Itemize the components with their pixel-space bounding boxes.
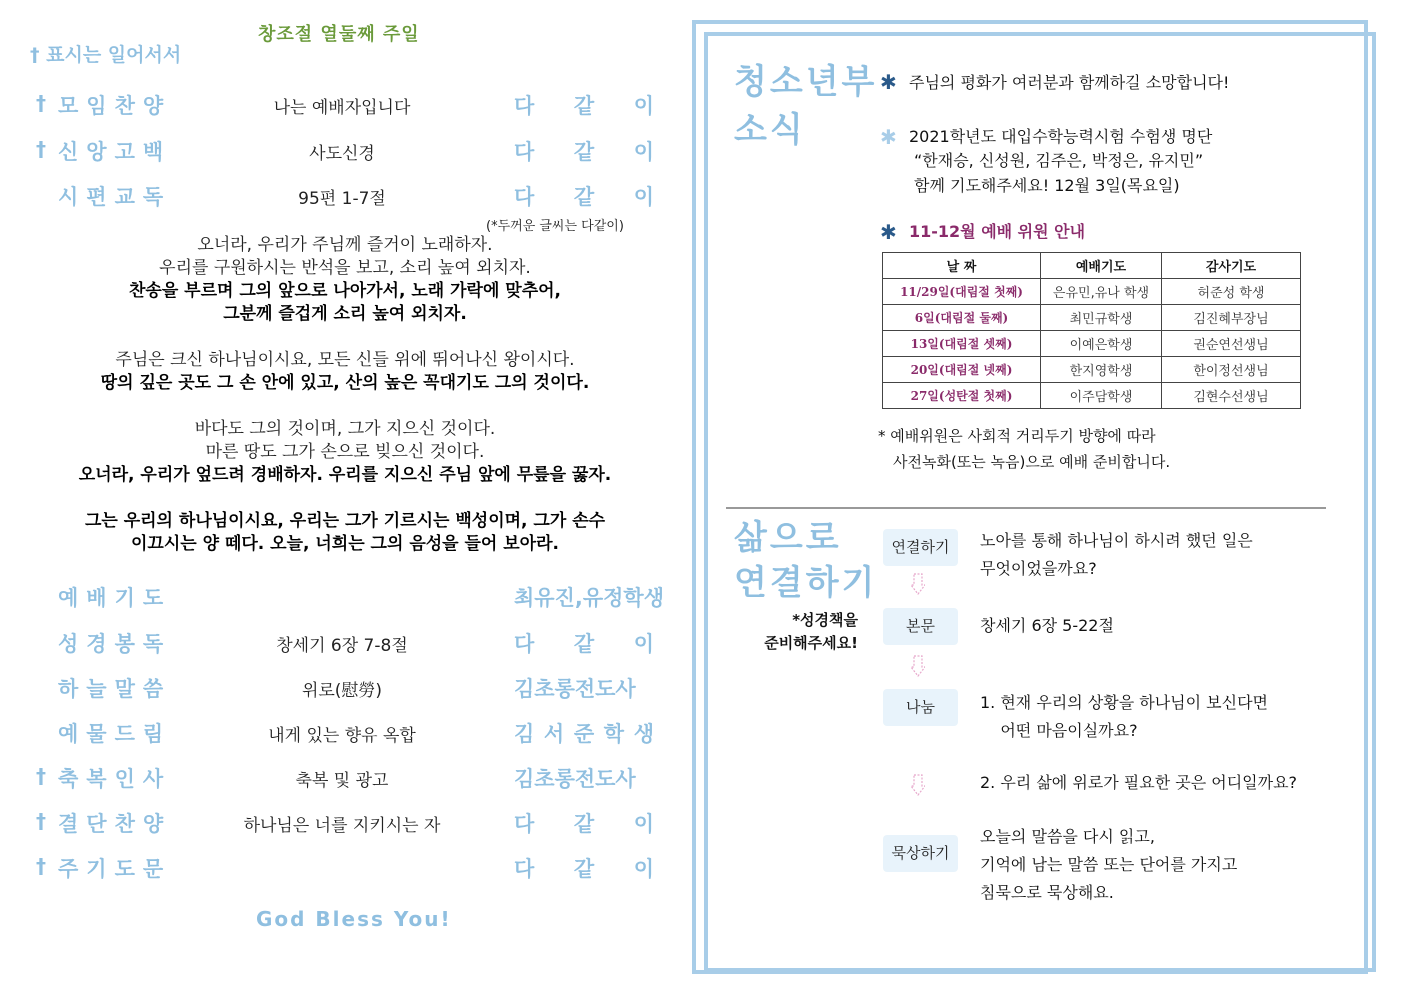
step-text-text <box>980 612 1114 640</box>
order-leader-char: 다 <box>514 140 535 164</box>
order-content: 창세기 6장 7-8절 <box>276 636 408 656</box>
order-content: 하나님은 너를 지키시는 자 <box>243 816 441 836</box>
psalm-line: 그는 우리의 하나님이시요, 우리는 그가 기르시는 백성이며, 그가 손수 <box>84 511 606 531</box>
step-share-button[interactable]: 나눔 <box>883 689 958 726</box>
order-label: 주기도문 <box>58 857 172 881</box>
order-label: 하늘말씀 <box>58 677 172 701</box>
bible-note <box>760 609 858 655</box>
psalm-line: 이끄시는 양 떼다. 오늘, 너희는 그의 음성을 들어 보아라. <box>130 534 559 554</box>
bold-note: (*두꺼운 글씨는 다같이) <box>486 219 624 234</box>
step-connect-text <box>980 527 1253 583</box>
order-content: 내게 있는 향유 옥합 <box>268 726 416 746</box>
step-meditate-button[interactable]: 묵상하기 <box>883 835 958 872</box>
worship-committee-table <box>882 252 1301 409</box>
order-leader-char: 이 <box>633 140 654 164</box>
order-leader <box>514 136 654 166</box>
order-leader-char: 서 <box>543 722 565 746</box>
order-leader-char: 같 <box>573 94 595 118</box>
order-leader-char: 김 <box>514 722 535 746</box>
psalm-reading <box>30 234 660 556</box>
order-content: 95편 1-7절 <box>298 189 386 209</box>
order-leader-char: 다 <box>514 812 535 836</box>
table-cell: 13일(대림절 셋째) <box>883 331 1041 357</box>
order-leader <box>514 718 654 748</box>
psalm-line: 바다도 그의 것이며, 그가 지으신 것이다. <box>194 419 496 439</box>
step-connect-button[interactable]: 연결하기 <box>883 529 958 566</box>
worship-note-1: * 예배위원은 사회적 거리두기 방향에 따라 <box>878 427 1156 445</box>
order-leader-char: 이 <box>633 185 654 209</box>
table-cell: 20일(대림절 넷째) <box>883 357 1041 383</box>
order-label: 신앙고백 <box>58 140 172 164</box>
order-leader-char: 준 <box>573 722 595 746</box>
order-label: 예물드림 <box>58 722 172 746</box>
step-line: 창세기 6장 5-22절 <box>980 616 1114 635</box>
table-row <box>883 383 1301 409</box>
order-leader-char: 같 <box>573 140 595 164</box>
arrow-down-icon <box>911 774 925 796</box>
order-leader <box>514 181 654 211</box>
psalm-spacer <box>30 487 660 510</box>
order-label: 모임찬양 <box>58 94 172 118</box>
stand-cross-icon: † <box>36 91 46 115</box>
table-cell: 김현수선생님 <box>1162 383 1301 409</box>
psalm-line: 오너라, 우리가 주님께 즐거이 노래하자. <box>197 235 493 255</box>
section-divider <box>726 507 1326 509</box>
step-share-text <box>980 689 1268 745</box>
news-exam-1: 2021학년도 대입수학능력시험 수험생 명단 <box>909 127 1213 146</box>
stand-cross-icon: † <box>36 854 46 878</box>
order-leader: 김초롱전도사 <box>514 767 636 791</box>
arrow-down-icon <box>911 573 925 595</box>
order-leader-char: 다 <box>514 185 535 209</box>
step-line: 기억에 남는 말씀 또는 단어를 가지고 <box>980 855 1238 874</box>
table-row <box>883 357 1301 383</box>
worship-note-2: 사전녹화(또는 녹음)으로 예배 준비합니다. <box>893 453 1171 471</box>
table-cell: 27일(성탄절 첫째) <box>883 383 1041 409</box>
order-leader: 최유진,유정학생 <box>514 586 664 610</box>
order-label: 예배기도 <box>58 586 172 610</box>
order-leader-char: 이 <box>633 812 654 836</box>
order-content: 나는 예배자입니다 <box>273 98 411 118</box>
order-leader-char: 이 <box>633 632 654 656</box>
table-cell: 이예은학생 <box>1041 331 1162 357</box>
order-leader-char: 같 <box>573 632 595 656</box>
order-leader <box>514 808 654 838</box>
stand-cross-icon: † <box>36 809 46 833</box>
psalm-spacer <box>30 395 660 418</box>
table-header: 날 짜 <box>883 253 1041 279</box>
table-header: 감사기도 <box>1162 253 1301 279</box>
news-title-1: 청소년부 <box>734 62 878 102</box>
order-leader-char: 다 <box>514 857 535 881</box>
step-line: 노아를 통해 하나님이 하시려 했던 일은 <box>980 531 1253 550</box>
order-leader-char: 학 <box>603 722 625 746</box>
psalm-line: 그분께 즐겁게 소리 높여 외치자. <box>223 304 467 324</box>
news-exam-3: 함께 기도해주세요! 12월 3일(목요일) <box>914 176 1180 195</box>
connect-title-1: 삶으로 <box>734 518 842 558</box>
table-row <box>883 331 1301 357</box>
step-line: 오늘의 말씀을 다시 읽고, <box>980 827 1155 846</box>
step-line: 1. 현재 우리의 상황을 하나님이 보신다면 <box>980 693 1268 712</box>
order-content: 축복 및 광고 <box>295 771 389 791</box>
order-leader <box>514 90 654 120</box>
order-leader: 김초롱전도사 <box>514 677 636 701</box>
order-leader-char: 다 <box>514 632 535 656</box>
order-leader-char: 이 <box>633 857 654 881</box>
table-cell: 허준성 학생 <box>1162 279 1301 305</box>
table-row <box>883 305 1301 331</box>
table-cell: 6일(대림절 둘째) <box>883 305 1041 331</box>
order-leader-char: 생 <box>633 722 654 746</box>
order-label: 시편교독 <box>58 185 172 209</box>
order-leader-char: 이 <box>633 94 654 118</box>
worship-heading: 11-12월 예배 위원 안내 <box>909 222 1086 241</box>
psalm-line: 찬송을 부르며 그의 앞으로 나아가서, 노래 가락에 맞추어, <box>128 281 562 301</box>
psalm-line: 주님은 크신 하나님이시요, 모든 신들 위에 뛰어나신 왕이시다. <box>115 350 575 370</box>
service-title: 창조절 열둘째 주일 <box>258 24 420 45</box>
table-cell: 권순연선생님 <box>1162 331 1301 357</box>
order-leader-char: 같 <box>573 185 595 209</box>
step-line: 2. 우리 삶에 위로가 필요한 곳은 어디일까요? <box>980 773 1298 792</box>
table-cell: 한지영학생 <box>1041 357 1162 383</box>
psalm-line: 마른 땅도 그가 손으로 빚으신 것이다. <box>205 442 485 462</box>
order-label: 성경봉독 <box>58 632 172 656</box>
step-line: 어떤 마음이실까요? <box>980 721 1138 740</box>
table-cell: 최민규학생 <box>1041 305 1162 331</box>
step-text-button[interactable]: 본문 <box>883 608 958 645</box>
stand-note: † 표시는 일어서서 <box>30 44 182 66</box>
table-row <box>883 279 1301 305</box>
psalm-spacer <box>30 326 660 349</box>
table-cell: 이주담학생 <box>1041 383 1162 409</box>
arrow-down-icon <box>911 655 925 677</box>
table-header: 예배기도 <box>1041 253 1162 279</box>
psalm-line: 땅의 깊은 곳도 그 손 안에 있고, 산의 높은 꼭대기도 그의 것이다. <box>100 373 590 393</box>
order-content: 사도신경 <box>309 144 375 164</box>
table-header-row <box>883 253 1301 279</box>
news-peace: 주님의 평화가 여러분과 함께하길 소망합니다! <box>909 73 1230 92</box>
order-label: 축복인사 <box>58 767 172 791</box>
order-leader-char: 같 <box>573 812 595 836</box>
table-cell: 한이정선생님 <box>1162 357 1301 383</box>
star-icon: ✱ <box>880 125 897 149</box>
order-leader-char: 같 <box>573 857 595 881</box>
table-cell: 은유민,유나 학생 <box>1041 279 1162 305</box>
step-meditate-text <box>980 823 1237 907</box>
bible-note-line-2: 준비해주세요! <box>764 634 858 652</box>
order-leader <box>514 853 654 883</box>
star-icon: ✱ <box>880 220 897 244</box>
psalm-line: 오너라, 우리가 엎드려 경배하자. 우리를 지으신 주님 앞에 무릎을 꿇자. <box>78 465 612 485</box>
order-leader-char: 다 <box>514 94 535 118</box>
order-leader <box>514 628 654 658</box>
news-title-2: 소식 <box>734 110 806 150</box>
stand-cross-icon: † <box>36 764 46 788</box>
news-exam-2: “한재승, 신성원, 김주은, 박정은, 유지민” <box>914 151 1204 170</box>
table-cell: 김진혜부장님 <box>1162 305 1301 331</box>
order-label: 결단찬양 <box>58 812 172 836</box>
step-line: 무엇이었을까요? <box>980 559 1097 578</box>
step-share-text-2 <box>980 769 1297 797</box>
star-icon: ✱ <box>880 70 897 94</box>
table-cell: 11/29일(대림절 첫째) <box>883 279 1041 305</box>
order-content: 위로(慰勞) <box>301 681 383 701</box>
connect-title-2: 연결하기 <box>734 563 878 603</box>
bible-note-line-1: *성경책을 <box>792 611 858 629</box>
psalm-line: 우리를 구원하시는 반석을 보고, 소리 높여 외치자. <box>159 258 531 278</box>
stand-cross-icon: † <box>36 137 46 161</box>
step-line: 침묵으로 묵상해요. <box>980 883 1114 902</box>
closing-blessing: God Bless You! <box>256 907 452 931</box>
